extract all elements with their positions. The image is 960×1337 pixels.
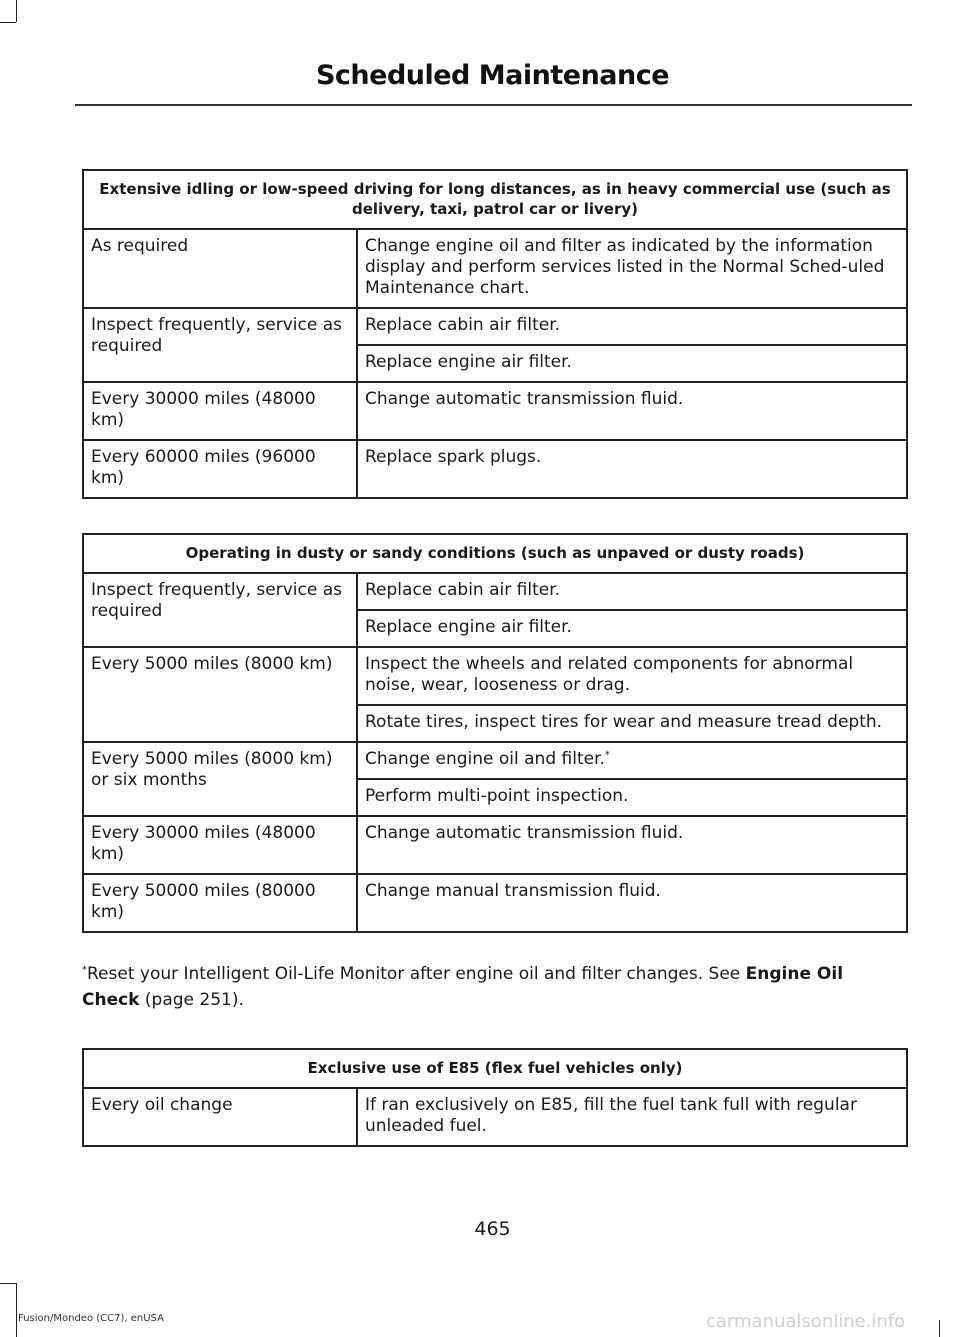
interval-cell: As required xyxy=(83,229,357,308)
interval-cell: Every 30000 miles (48000 km) xyxy=(83,382,357,440)
footer-vehicle-id: Fusion/Mondeo (CC7), enUSA xyxy=(18,1313,164,1324)
table-row xyxy=(83,229,907,308)
table-row xyxy=(83,647,907,705)
task-cell: Perform multi-point inspection. xyxy=(357,779,907,816)
table-row xyxy=(83,742,907,779)
heavy-use-maintenance-table xyxy=(82,169,908,499)
interval-cell: Every oil change xyxy=(83,1088,357,1146)
title-rule xyxy=(75,104,912,106)
task-cell: Change automatic transmission fluid. xyxy=(357,382,907,440)
interval-cell: Every 5000 miles (8000 km) or six months xyxy=(83,742,357,816)
crop-mark-bottom-right-v xyxy=(939,1320,940,1337)
footnote-text: Reset your Intelligent Oil-Life Monitor after engine oil and filter changes. See xyxy=(87,964,746,984)
table-row xyxy=(83,573,907,610)
table-heading: Exclusive use of E85 (flex fuel vehicles only) xyxy=(83,1049,907,1088)
crop-mark-top-left-v xyxy=(16,0,17,22)
engine-oil-check-link[interactable]: Engine Oil Check xyxy=(82,964,844,1010)
task-cell: Replace cabin air filter. xyxy=(357,573,907,610)
interval-cell: Every 5000 miles (8000 km) xyxy=(83,647,357,742)
footnote xyxy=(82,961,902,1013)
task-cell: Replace spark plugs. xyxy=(357,440,907,498)
task-cell: Replace engine air filter. xyxy=(357,345,907,382)
task-cell: Replace engine air filter. xyxy=(357,610,907,647)
interval-cell: Every 60000 miles (96000 km) xyxy=(83,440,357,498)
task-text: Change engine oil and filter. xyxy=(365,749,605,769)
crop-mark-top-left-h xyxy=(0,22,16,23)
task-cell xyxy=(357,742,907,779)
interval-cell: Every 30000 miles (48000 km) xyxy=(83,816,357,874)
table-header-row xyxy=(83,170,907,229)
footnote-mark: * xyxy=(82,964,87,976)
task-cell: Change automatic transmission fluid. xyxy=(357,816,907,874)
page-title: Scheduled Maintenance xyxy=(315,60,670,91)
watermark: carmanualsonline.info xyxy=(706,1311,906,1332)
interval-cell: Inspect frequently, service as required xyxy=(83,308,357,382)
table-row xyxy=(83,816,907,874)
crop-mark-bottom-left-h xyxy=(0,1283,16,1284)
dusty-conditions-maintenance-table xyxy=(82,533,908,933)
task-cell: If ran exclusively on E85, fill the fuel tank full with regular unleaded fuel. xyxy=(357,1088,907,1146)
page-number: 465 xyxy=(474,1218,511,1240)
e85-maintenance-table xyxy=(82,1048,908,1147)
interval-cell: Every 50000 miles (80000 km) xyxy=(83,874,357,932)
table-heading: Extensive idling or low-speed driving for long distances, as in heavy commercial use (such as delivery, taxi, patrol car or livery) xyxy=(83,170,907,229)
table-row xyxy=(83,874,907,932)
task-cell: Replace cabin air filter. xyxy=(357,308,907,345)
table-heading: Operating in dusty or sandy conditions (such as unpaved or dusty roads) xyxy=(83,534,907,573)
table-row xyxy=(83,440,907,498)
task-cell: Change manual transmission fluid. xyxy=(357,874,907,932)
footnote-mark: * xyxy=(604,749,610,761)
task-cell: Rotate tires, inspect tires for wear and measure tread depth. xyxy=(357,705,907,742)
crop-mark-bottom-left-v xyxy=(16,1283,17,1337)
task-cell: Inspect the wheels and related components for abnormal noise, wear, looseness or drag. xyxy=(357,647,907,705)
interval-cell: Inspect frequently, service as required xyxy=(83,573,357,647)
table-row xyxy=(83,382,907,440)
page-reference: (page 251). xyxy=(139,990,244,1010)
table-header-row xyxy=(83,534,907,573)
task-cell: Change engine oil and filter as indicated by the information display and perform services listed in the Normal Sched-uled Maintenance chart. xyxy=(357,229,907,308)
table-row xyxy=(83,308,907,345)
table-row xyxy=(83,1088,907,1146)
table-header-row xyxy=(83,1049,907,1088)
